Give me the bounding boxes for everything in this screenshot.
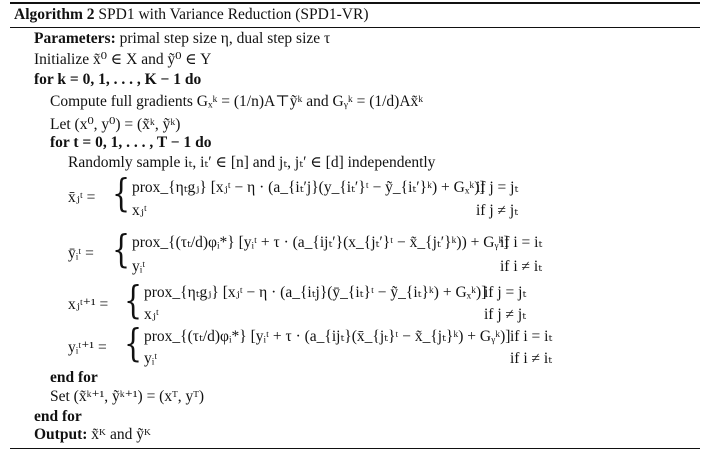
- output-text: x̃ᴷ and ỹᴷ: [91, 426, 152, 443]
- output-keyword: Output:: [34, 426, 88, 443]
- eq2-case2: yᵢᵗ: [132, 258, 146, 275]
- algorithm-label: Algorithm 2: [14, 6, 95, 23]
- eq4-cond2: if i ≠ iₜ: [510, 350, 553, 367]
- eq1-cond2: if j ≠ jₜ: [476, 202, 519, 219]
- eq1-case1: prox_{ηₜgⱼ} [xⱼᵗ − η · (a_{iₜ′j}(y_{iₜ′}ᵗ − ỹ_{iₜ′}ᵏ) + Gₓᵏ)]: [132, 179, 485, 196]
- algorithm-title: SPD1 with Variance Reduction (SPD1-VR): [98, 6, 369, 23]
- let-line: Let (x⁰, y⁰) = (x̃ᵏ, ỹᵏ): [50, 116, 181, 133]
- eq1-brace: {: [112, 171, 131, 215]
- eq3-cond2: if j ≠ jₜ: [484, 306, 527, 323]
- eq1-lhs: x̄ⱼᵗ =: [68, 189, 96, 206]
- eq3-case2: xⱼᵗ: [144, 306, 159, 323]
- eq4-lhs: yᵢᵗ⁺¹ =: [68, 339, 107, 356]
- eq3-cond1: if j = jₜ: [484, 284, 527, 301]
- compute-gradients-line: Compute full gradients Gₓᵏ = (1/n)A⊤ỹᵏ and Gᵧᵏ = (1/d)Ax̃ᵏ: [50, 93, 424, 110]
- end-for-outer-line: end for: [34, 408, 82, 425]
- parameters-line: [34, 30, 330, 48]
- for-outer-line: for k = 0, 1, . . . , K − 1 do: [34, 71, 202, 88]
- sample-line: Randomly sample iₜ, iₜ′ ∈ [n] and jₜ, jₜ′ ∈ [d] independently: [68, 154, 436, 171]
- output-line: [34, 426, 151, 444]
- top-rule: [10, 2, 700, 4]
- eq2-cond1: if i = iₜ: [500, 234, 543, 251]
- eq2-brace: {: [112, 227, 131, 271]
- eq1-case2: xⱼᵗ: [132, 202, 147, 219]
- init-line: Initialize x̃⁰ ∈ X and ỹ⁰ ∈ Y: [34, 51, 212, 68]
- eq2-lhs: ȳᵢᵗ =: [68, 245, 94, 262]
- eq1-cond1: if j = jₜ: [476, 179, 519, 196]
- eq3-lhs: xⱼᵗ⁺¹ =: [68, 296, 109, 313]
- parameters-keyword: Parameters:: [34, 30, 116, 47]
- bottom-rule: [10, 448, 700, 449]
- eq4-brace: {: [124, 321, 143, 365]
- eq2-case1: prox_{(τₜ/d)φᵢ*} [yᵢᵗ + τ · (a_{ijₜ′}(x_{jₜ′}ᵗ − x̃_{jₜ′}ᵏ)) + Gᵧᵏ]: [132, 234, 509, 251]
- header-rule: [10, 27, 700, 28]
- eq4-cond1: if i = iₜ: [510, 328, 553, 345]
- set-line: Set (x̃ᵏ⁺¹, ỹᵏ⁺¹) = (xᵀ, yᵀ): [50, 388, 204, 405]
- eq3-case1: prox_{ηₜgⱼ} [xⱼᵗ − η · (a_{iₜj}(ȳ_{iₜ}ᵗ − ỹ_{iₜ}ᵏ) + Gₓᵏ)]: [144, 284, 487, 301]
- eq4-case1: prox_{(τₜ/d)φᵢ*} [yᵢᵗ + τ · (a_{ijₜ}(x̄_{jₜ}ᵗ − x̃_{jₜ}ᵏ) + Gᵧᵏ)]: [144, 328, 511, 345]
- for-inner-line: for t = 0, 1, . . . , T − 1 do: [50, 134, 212, 151]
- eq3-brace: {: [124, 278, 143, 322]
- eq2-cond2: if i ≠ iₜ: [500, 258, 543, 275]
- eq4-case2: yᵢᵗ: [144, 350, 158, 367]
- algorithm-header: [14, 6, 368, 24]
- end-for-inner-line: end for: [50, 369, 98, 386]
- parameters-text: primal step size η, dual step size τ: [119, 30, 331, 47]
